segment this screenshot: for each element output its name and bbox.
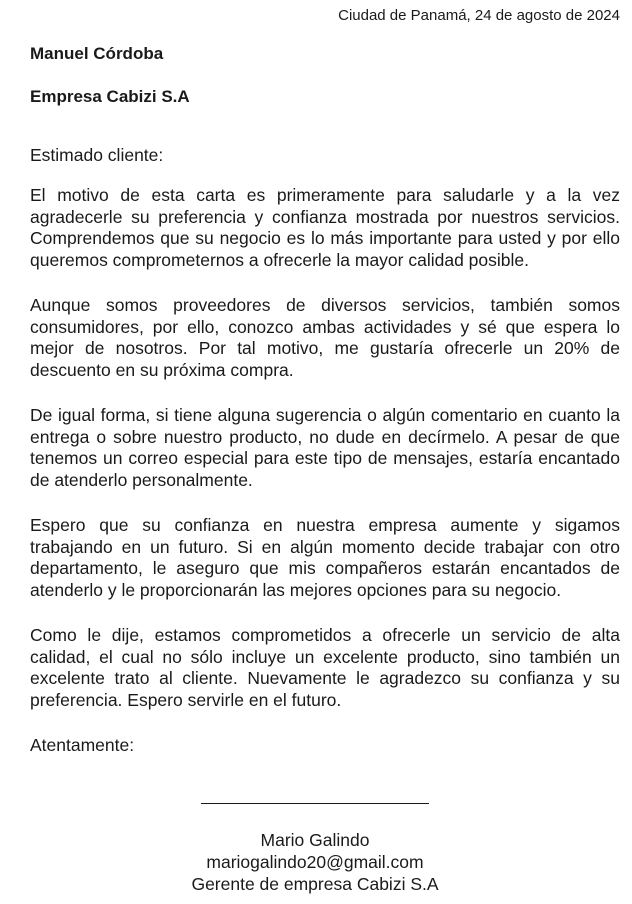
body-paragraph: El motivo de esta carta es primeramente para saludarle y a la vez agradecerle su preferencia y confianza mostrada por nuestros servicios. Comprendemos que su negocio es lo más importante para usted y por ello queremos comprometernos a ofrecerle la mayor calidad posible. (30, 185, 620, 270)
body-paragraph: Como le dije, estamos comprometidos a ofrecerle un servicio de alta calidad, el cual no sólo incluye un excelente producto, sino también un excelente trato al cliente. Nuevamente le agradezco su confianza y su preferencia. Espero servirle en el futuro. (30, 625, 620, 710)
body-paragraph: Aunque somos proveedores de diversos servicios, también somos consumidores, por ello, conozco ambas actividades y sé que espera lo mejor de nosotros. Por tal motivo, me gustaría ofrecerle un 20% de descuento en su próxima compra. (30, 295, 620, 380)
signer-name: Mario Galindo (260, 830, 370, 850)
signature-block (115, 829, 515, 895)
letter-date: Ciudad de Panamá, 24 de agosto de 2024 (338, 7, 620, 24)
salutation: Estimado cliente: (30, 145, 164, 165)
recipient-name: Manuel Córdoba (30, 44, 164, 63)
closing: Atentamente: (30, 735, 135, 755)
signature-line (201, 803, 429, 804)
body-paragraph: De igual forma, si tiene alguna sugerencia o algún comentario en cuanto la entrega o sobre nuestro producto, no dude en decírmelo. A pesar de que tenemos un correo especial para este tipo de mensajes, estaría encantado de atenderlo personalmente. (30, 405, 620, 490)
signer-email: mariogalindo20@gmail.com (206, 852, 424, 872)
body-paragraph: Espero que su confianza en nuestra empresa aumente y sigamos trabajando en un futuro. Si en algún momento decide trabajar con otro departamento, le aseguro que mis compañeros estarán encantados de atenderlo y le proporcionarán las mejores opciones para su negocio. (30, 515, 620, 600)
recipient-company: Empresa Cabizi S.A (30, 87, 190, 106)
signer-title: Gerente de empresa Cabizi S.A (191, 874, 439, 894)
